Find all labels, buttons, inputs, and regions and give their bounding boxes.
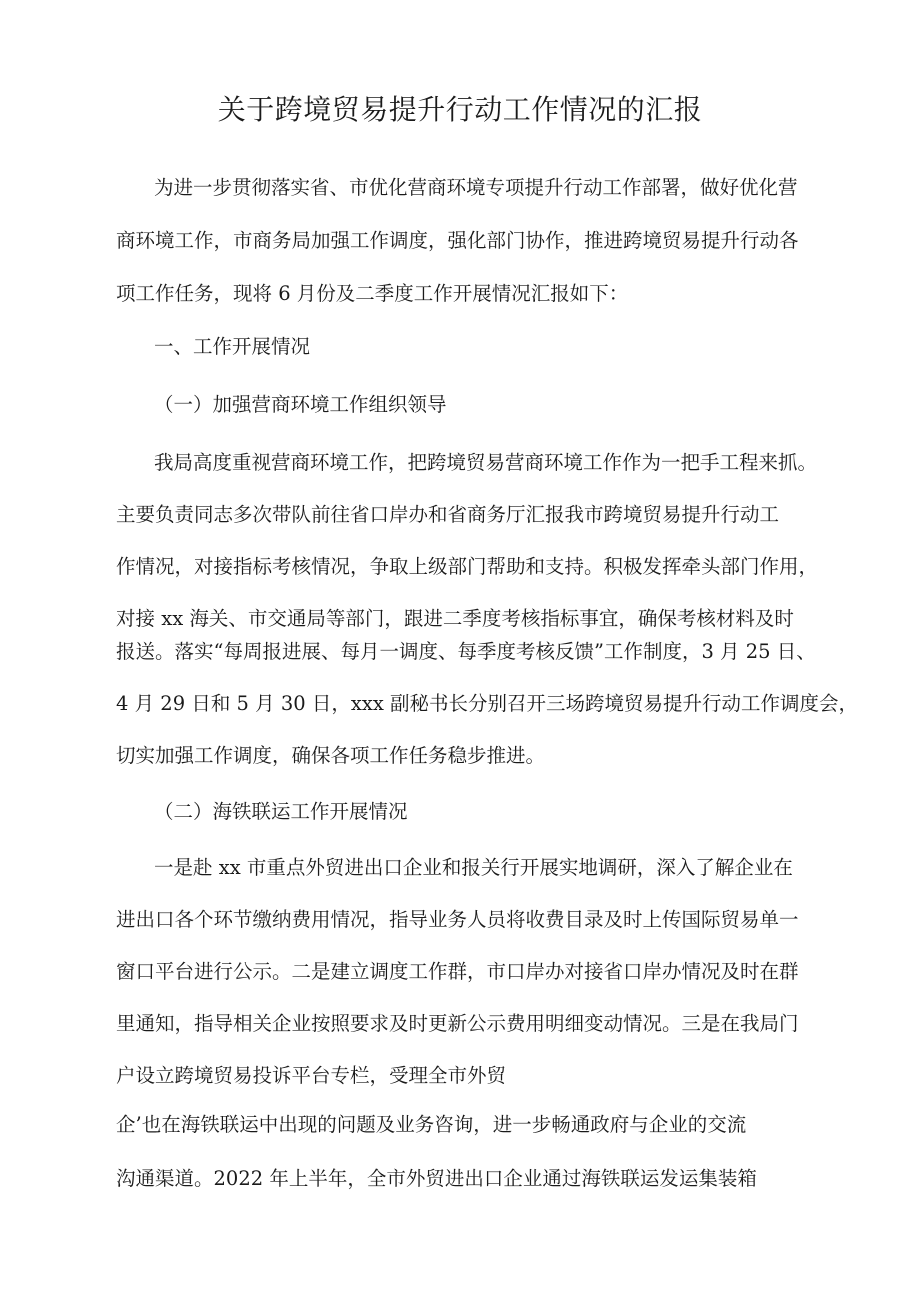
subsection-1-line-2: 主要负责同志多次带队前往省口岸办和省商务厅汇报我市跨境贸易提升行动工 — [116, 503, 780, 526]
subsection-2-line-1: 一是赴 xx 市重点外贸进出口企业和报关行开展实地调研，深入了解企业在 — [154, 856, 793, 879]
subsection-2-heading: （二）海铁联运工作开展情况 — [154, 800, 408, 823]
subsection-2-line-2: 进出口各个环节缴纳费用情况，指导业务人员将收费目录及时上传国际贸易单一 — [116, 908, 799, 931]
intro-line-3: 项工作任务，现将 6 月份及二季度工作开展情况汇报如下： — [116, 282, 629, 305]
subsection-1-line-6: 4 月 29 日和 5 月 30 日，xxx 副秘书长分别召开三场跨境贸易提升行动工作调度会， — [116, 692, 859, 715]
intro-line-1: 为进一步贯彻落实省、市优化营商环境专项提升行动工作部署，做好优化营 — [154, 176, 798, 199]
subsection-2-line-7: 沟通渠道。2022 年上半年，全市外贸进出口企业通过海铁联运发运集装箱 — [116, 1167, 757, 1190]
subsection-1-line-4: 对接 xx 海关、市交通局等部门，跟进二季度考核指标事宜，确保考核材料及时 — [116, 607, 794, 630]
subsection-2-line-4: 里通知，指导相关企业按照要求及时更新公示费用明细变动情况。三是在我局门 — [116, 1012, 799, 1035]
subsection-1-line-1: 我局高度重视营商环境工作，把跨境贸易营商环境工作作为一把手工程来抓。 — [154, 451, 818, 474]
document-title: 关于跨境贸易提升行动工作情况的汇报 — [217, 93, 703, 126]
subsection-1-line-7: 切实加强工作调度，确保各项工作任务稳步推进。 — [116, 744, 546, 767]
intro-line-2: 商环境工作，市商务局加强工作调度，强化部门协作，推进跨境贸易提升行动各 — [116, 229, 799, 252]
subsection-1-line-3: 作情况，对接指标考核情况，争取上级部门帮助和支持。积极发挥牵头部门作用， — [116, 555, 819, 578]
section-1-heading: 一、工作开展情况 — [154, 335, 311, 358]
subsection-2-line-5: 户设立跨境贸易投诉平台专栏，受理全市外贸 — [116, 1064, 507, 1087]
subsection-2-line-3: 窗口平台进行公示。二是建立调度工作群，市口岸办对接省口岸办情况及时在群 — [116, 960, 799, 983]
subsection-1-heading: （一）加强营商环境工作组织领导 — [154, 393, 447, 416]
subsection-1-line-5: 报送。落实“每周报进展、每月一调度、每季度考核反馈”工作制度，3 月 25 日、 — [116, 640, 816, 663]
subsection-2-line-6: 企’也在海铁联运中出现的问题及业务咨询，进一步畅通政府与企业的交流 — [116, 1113, 747, 1136]
